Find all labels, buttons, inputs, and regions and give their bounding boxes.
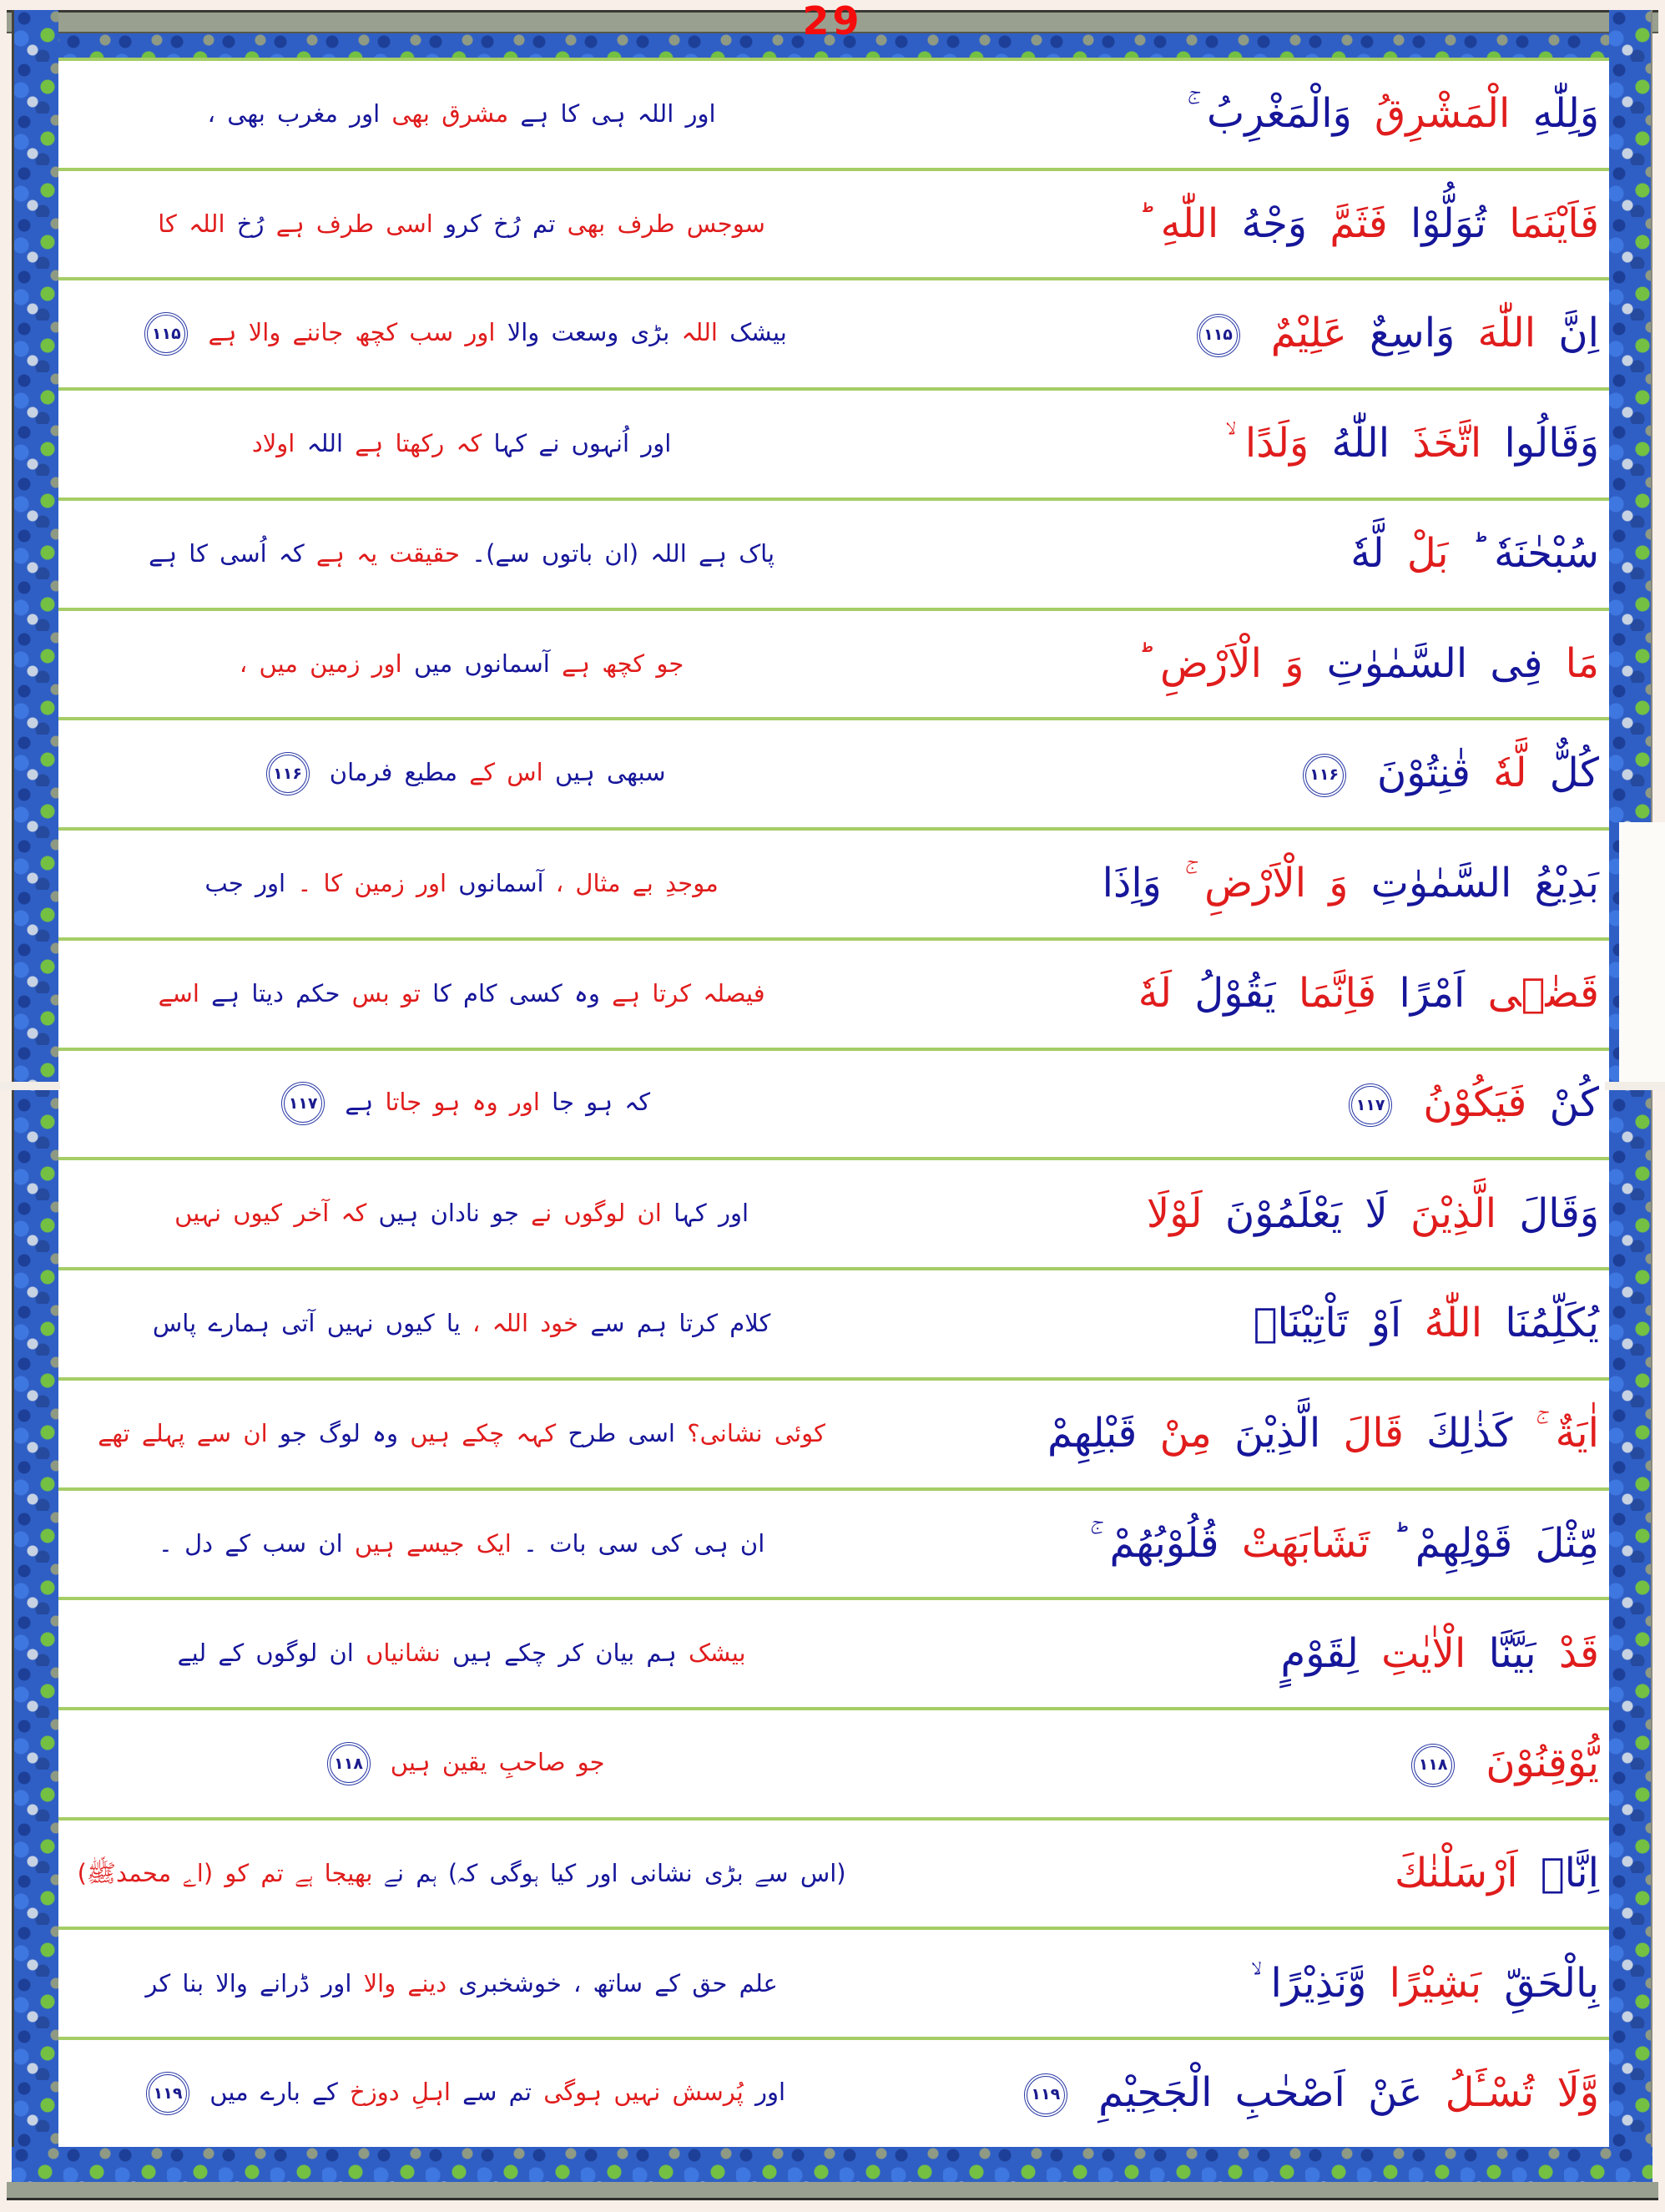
arabic-segment: عَنْ اَصْحٰبِ الْجَحِيْمِ	[1098, 2069, 1423, 2117]
arabic-segment: قَبْلِهِمْ	[1047, 1410, 1138, 1457]
urdu-segment: جو صاحبِ یقین ہیں	[390, 1747, 605, 1776]
arabic-segment: لَوْلَا	[1146, 1189, 1203, 1237]
urdu-segment: کہ اُسی کا ہے	[149, 538, 305, 568]
arabic-segment: اَرْسَلْنٰكَ	[1395, 1850, 1518, 1897]
arabic-segment: وَّلَا تُسْـَٔلُ	[1445, 2069, 1599, 2117]
arabic-text	[865, 1080, 1609, 1127]
urdu-segment: اللہ کا	[158, 209, 225, 238]
arabic-segment: اللّٰهُ	[1424, 1300, 1483, 1347]
arabic-text	[865, 971, 1609, 1017]
urdu-segment: بڑی وسعت والا	[507, 318, 670, 347]
arabic-segment: اِنَّ	[1558, 310, 1599, 357]
urdu-segment: آسمانوں	[458, 869, 544, 898]
arabic-segment: اللّٰهِ ؕ	[1138, 200, 1219, 247]
bottom-frame-ornament-band	[12, 2147, 1652, 2182]
urdu-translation	[58, 1968, 865, 2000]
arabic-text	[865, 201, 1609, 247]
right-frame-scan-gap	[1619, 822, 1665, 1085]
urdu-segment: ہم بیان کر چکے ہیں	[452, 1639, 677, 1668]
arabic-segment: اَوْ تَاْتِيْنَاۤ	[1253, 1300, 1402, 1347]
arabic-segment: وَلِلّٰهِ	[1532, 90, 1599, 138]
urdu-segment: سوجس طرف بھی	[567, 209, 765, 238]
urdu-segment: پاک ہے اللہ (ان باتوں سے)۔	[472, 538, 775, 568]
urdu-segment: ہے	[345, 1088, 374, 1117]
arabic-text	[865, 1740, 1609, 1787]
arabic-segment: وَلَدًا ۙ	[1224, 420, 1309, 467]
arabic-segment: يُكَلِّمُنَا	[1505, 1300, 1599, 1347]
urdu-translation	[58, 209, 865, 240]
arabic-segment: وَقَالَ	[1519, 1189, 1599, 1237]
arabic-segment: الْمَشْرِقُ	[1375, 90, 1511, 138]
urdu-segment: دینے والا	[363, 1968, 447, 1997]
verse-row	[58, 1051, 1609, 1161]
urdu-segment: ان سب کے دل ۔	[158, 1528, 343, 1558]
urdu-translation	[58, 2072, 865, 2115]
verse-number-medallion: ۱۱۷	[281, 1082, 325, 1125]
arabic-segment: اتَّخَذَ	[1412, 420, 1482, 467]
arabic-segment: قُلُوْبُهُمْ ۚ	[1089, 1519, 1219, 1567]
arabic-segment: بَدِيْعُ السَّمٰوٰتِ	[1370, 860, 1599, 907]
arabic-segment: وَّنَذِيْرًا ۙ	[1250, 1959, 1367, 2007]
urdu-translation	[58, 1418, 865, 1450]
urdu-segment: اور کہا	[674, 1199, 749, 1228]
verse-row	[58, 280, 1609, 391]
urdu-segment: اور زمین میں ،	[239, 649, 402, 678]
bottom-frame-gray-bar	[7, 2182, 1658, 2200]
verse-row	[58, 1381, 1609, 1491]
urdu-translation	[58, 98, 865, 130]
arabic-text	[865, 421, 1609, 467]
urdu-segment: آسمانوں میں	[413, 649, 550, 678]
arabic-segment: وَاسِعٌ	[1370, 310, 1456, 357]
verse-number-medallion: ۱۱۷	[1349, 1083, 1392, 1127]
arabic-text	[865, 1191, 1609, 1237]
arabic-segment: اللّٰهُ	[1331, 420, 1390, 467]
verse-number-medallion: ۱۱۸	[327, 1742, 371, 1785]
urdu-segment: اسی طرح	[568, 1418, 675, 1447]
urdu-segment: اللہ	[306, 429, 344, 458]
arabic-segment: بَشِيْرًا	[1389, 1959, 1482, 2007]
verse-row	[58, 1930, 1609, 2040]
urdu-segment: خود اللہ ،	[472, 1309, 579, 1338]
urdu-segment: اور مغرب بھی ،	[207, 99, 381, 129]
arabic-text	[865, 2070, 1609, 2117]
arabic-segment: لَّهٗ	[1493, 750, 1527, 797]
arabic-segment: بَيَّنَّا	[1488, 1629, 1536, 1677]
verse-row	[58, 1270, 1609, 1381]
urdu-translation	[58, 978, 865, 1010]
urdu-translation	[58, 1742, 865, 1785]
urdu-segment: علم حق کے ساتھ ، خوشخبری	[458, 1968, 778, 1997]
arabic-segment: فَاَيْنَمَا	[1509, 200, 1599, 247]
arabic-segment: فِی السَّمٰوٰتِ	[1326, 639, 1543, 687]
urdu-segment: کلام کرتا ہم سے	[590, 1309, 771, 1338]
urdu-segment: اور سب کچھ جاننے والا ہے	[208, 318, 496, 347]
arabic-segment: الَّذِيْنَ	[1410, 1189, 1497, 1237]
urdu-segment: اور اُنہوں نے کہا	[493, 429, 672, 458]
urdu-segment: ان ہی کی سی بات ۔	[523, 1528, 765, 1558]
urdu-segment: بیشک	[688, 1639, 746, 1668]
arabic-segment: قَالَ	[1343, 1410, 1404, 1457]
urdu-translation	[58, 1198, 865, 1230]
arabic-segment: بَلْ	[1406, 530, 1449, 578]
urdu-segment: ان لوگوں کے لیے	[177, 1639, 354, 1668]
urdu-segment: اور ڈرانے والا بنا کر	[145, 1968, 352, 1997]
arabic-text	[865, 311, 1609, 357]
arabic-text	[865, 861, 1609, 907]
arabic-segment: مِنْ	[1159, 1410, 1212, 1457]
urdu-segment: سبھی ہیں	[554, 758, 666, 787]
verse-row	[58, 61, 1609, 171]
arabic-text	[865, 531, 1609, 577]
arabic-text	[865, 1851, 1609, 1896]
page-join-seam-left	[0, 1082, 60, 1090]
urdu-segment: موجدِ بے مثال ،	[555, 869, 719, 898]
arabic-segment: كُلٌّ	[1549, 750, 1599, 797]
urdu-segment: مشرق بھی	[391, 99, 509, 129]
arabic-segment: وَالْمَغْرِبُ ۚ	[1187, 90, 1352, 138]
arabic-segment: لَهٗ	[1138, 970, 1173, 1018]
urdu-segment: اور اللہ ہی کا ہے	[520, 99, 716, 129]
urdu-translation	[58, 1638, 865, 1669]
urdu-segment: جو نادان ہیں	[378, 1199, 519, 1228]
urdu-translation	[58, 428, 865, 460]
urdu-translation	[58, 1308, 865, 1340]
urdu-segment: اللہ	[681, 318, 718, 347]
page-join-seam-right	[1605, 1082, 1665, 1090]
arabic-segment: سُبْحٰنَهٗ ؕ	[1471, 530, 1599, 578]
urdu-translation	[58, 1858, 865, 1890]
urdu-segment: اور وہ ہو جاتا	[385, 1088, 540, 1117]
urdu-segment: حکم دیتا ہے	[211, 978, 341, 1008]
urdu-segment: کوئی نشانی؟	[687, 1418, 825, 1447]
urdu-translation	[58, 752, 865, 795]
arabic-text	[865, 1300, 1609, 1346]
arabic-segment: فَاِنَّمَا	[1298, 970, 1377, 1018]
urdu-translation	[58, 538, 865, 570]
arabic-segment: اٰيَةٌ ۚ	[1535, 1410, 1599, 1457]
urdu-translation	[58, 1082, 865, 1125]
verse-row	[58, 1160, 1609, 1270]
urdu-segment: کہ آخر کیوں نہیں	[174, 1199, 367, 1228]
urdu-segment: کہہ چکے ہیں	[410, 1418, 557, 1447]
urdu-segment: اور جب	[204, 869, 286, 898]
urdu-segment: تم سے	[462, 2078, 532, 2107]
verse-row	[58, 831, 1609, 941]
verse-number-medallion: ۱۱۵	[1197, 314, 1240, 357]
urdu-segment: حقیقت یہ ہے	[315, 538, 460, 568]
urdu-segment: پُرسش نہیں ہوگی	[543, 2078, 744, 2107]
arabic-segment: تَشَابَهَتْ	[1241, 1519, 1370, 1567]
arabic-segment: الْاٰيٰتِ	[1381, 1629, 1466, 1677]
arabic-segment: اَمْرًا	[1399, 970, 1466, 1018]
urdu-segment: اسے	[158, 978, 199, 1008]
arabic-segment: لَا يَعْلَمُوْنَ	[1224, 1189, 1388, 1237]
arabic-text	[865, 1961, 1609, 2007]
urdu-segment: فیصلہ کرتا ہے	[612, 978, 765, 1008]
verse-table	[58, 58, 1609, 2147]
urdu-segment: وہ کسی کام کا	[432, 978, 600, 1008]
urdu-segment: اسی طرف ہے	[275, 209, 433, 238]
arabic-segment: الَّذِيْنَ	[1234, 1410, 1321, 1457]
urdu-segment: اس کے	[469, 758, 543, 787]
arabic-segment: اِنَّاۤ	[1540, 1850, 1599, 1897]
verse-row	[58, 941, 1609, 1051]
urdu-segment: رُخ	[236, 209, 265, 238]
arabic-segment: قَدْ	[1558, 1629, 1599, 1677]
urdu-segment: اولاد	[251, 429, 295, 458]
verse-number-medallion: ۱۱۹	[146, 2072, 189, 2115]
right-frame-ornament-band	[1609, 10, 1652, 2200]
arabic-segment: اللّٰهَ	[1477, 310, 1536, 357]
urdu-segment: یا کیوں نہیں آتی ہمارے پاس	[152, 1309, 461, 1338]
verse-row	[58, 501, 1609, 611]
arabic-segment: قَضٰۤى	[1487, 970, 1599, 1018]
verse-row	[58, 171, 1609, 281]
urdu-segment: جو کچھ ہے	[562, 649, 684, 678]
verse-number-medallion: ۱۱۶	[1303, 754, 1346, 797]
arabic-text	[865, 1411, 1609, 1457]
verse-row	[58, 1600, 1609, 1710]
verse-number-medallion: ۱۱۹	[1024, 2073, 1067, 2117]
urdu-segment: اور زمین کا ۔	[297, 869, 447, 898]
arabic-segment: لِقَوْمٍ	[1280, 1629, 1359, 1677]
urdu-translation	[58, 1528, 865, 1560]
page-number: 29	[802, 0, 863, 43]
arabic-text	[865, 750, 1609, 797]
urdu-segment: نشانیاں	[366, 1639, 441, 1668]
verse-row	[58, 611, 1609, 721]
left-frame-ornament-band	[12, 10, 58, 2200]
verse-row	[58, 1710, 1609, 1821]
urdu-segment: کہ رکھتا ہے	[355, 429, 482, 458]
arabic-segment: بِالْحَقِّ	[1504, 1959, 1599, 2007]
arabic-text	[865, 1631, 1609, 1677]
arabic-segment: فَثَمَّ	[1329, 200, 1388, 247]
verse-row	[58, 2040, 1609, 2147]
arabic-segment: لَّهٗ	[1350, 530, 1385, 578]
verse-row	[58, 1491, 1609, 1601]
urdu-segment: بھیجا ہے تم کو (اے محمدﷺ)	[77, 1858, 373, 1887]
arabic-segment: فَيَكُوْنُ	[1423, 1079, 1527, 1127]
arabic-segment: وَ الْاَرْضِ ؕ	[1137, 639, 1304, 687]
urdu-translation	[58, 868, 865, 900]
arabic-text	[865, 91, 1609, 137]
arabic-segment: مِّثْلَ قَوْلِهِمْ ؕ	[1392, 1519, 1599, 1567]
urdu-segment: (اس سے بڑی نشانی اور کیا ہوگی کہ) ہم نے	[384, 1858, 846, 1887]
urdu-segment: اور	[755, 2078, 786, 2107]
verse-row	[58, 391, 1609, 501]
urdu-segment: کے بارے میں	[209, 2078, 338, 2107]
verse-row	[58, 1821, 1609, 1931]
arabic-segment: وَاِذَا	[1102, 860, 1162, 907]
arabic-segment: تُوَلُّوْا	[1410, 200, 1486, 247]
urdu-segment: مطیع فرمان	[329, 758, 458, 787]
arabic-segment: وَجْهُ	[1241, 200, 1308, 247]
urdu-segment: کہ ہو جا	[552, 1088, 651, 1117]
verse-number-medallion: ۱۱۵	[144, 312, 188, 356]
arabic-segment: يُّوْقِنُوْنَ	[1486, 1739, 1599, 1786]
verse-number-medallion: ۱۱۸	[1411, 1744, 1455, 1787]
urdu-segment: ان لوگوں نے	[531, 1199, 662, 1228]
arabic-segment: يَقُوْلُ	[1194, 970, 1276, 1018]
verse-number-medallion: ۱۱۶	[266, 752, 310, 795]
urdu-translation	[58, 649, 865, 680]
arabic-segment: كُنْ	[1549, 1079, 1599, 1127]
arabic-segment: عَلِيْمٌ	[1270, 310, 1347, 357]
arabic-text	[865, 1521, 1609, 1567]
arabic-segment: قٰنِتُوْنَ	[1376, 750, 1471, 797]
urdu-segment: ان سے پہلے تھے	[98, 1418, 268, 1447]
urdu-segment: تم رُخ کرو	[445, 209, 556, 238]
urdu-segment: وہ لوگ جو	[279, 1418, 399, 1447]
urdu-segment: تو بس	[351, 978, 421, 1008]
arabic-segment: وَقَالُوا	[1504, 420, 1599, 467]
urdu-translation	[58, 312, 865, 356]
arabic-segment: كَذٰلِكَ	[1426, 1410, 1513, 1457]
urdu-segment: بیشک	[729, 318, 787, 347]
urdu-segment: اہلِ دوزخ	[350, 2078, 451, 2107]
urdu-segment: ایک جیسے ہیں	[354, 1528, 512, 1558]
arabic-segment: مَا	[1565, 639, 1599, 687]
arabic-text	[865, 641, 1609, 687]
verse-row	[58, 720, 1609, 831]
arabic-segment: وَ الْاَرْضِ ۚ	[1184, 860, 1349, 907]
